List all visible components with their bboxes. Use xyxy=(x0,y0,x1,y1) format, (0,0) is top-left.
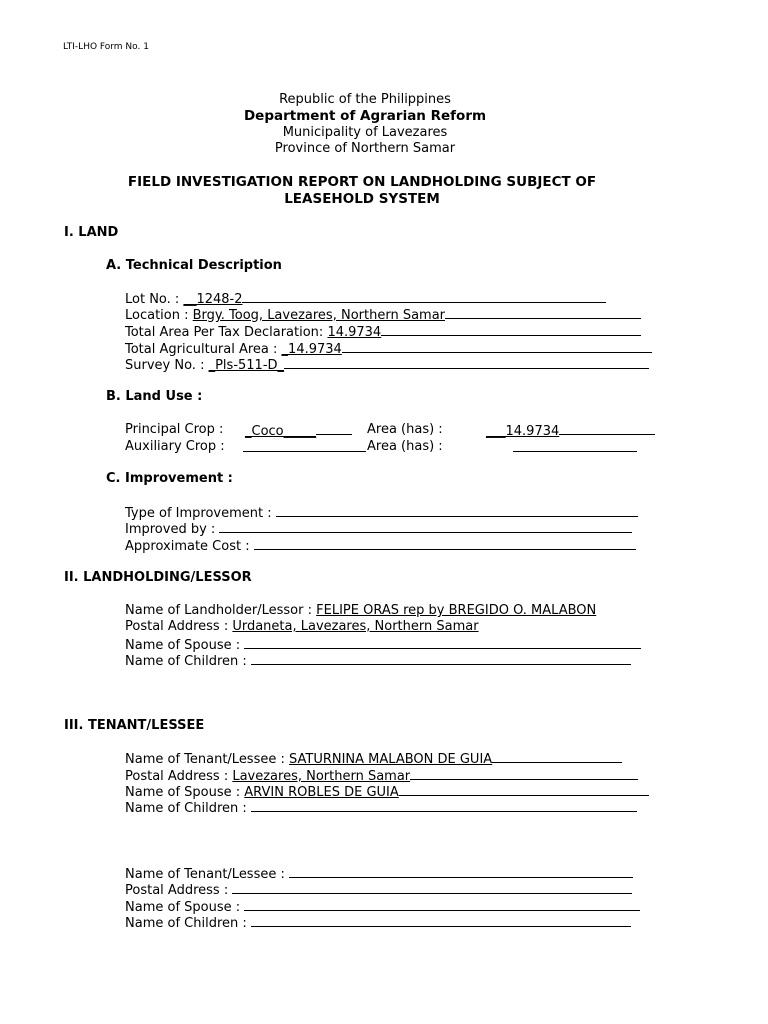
location-blank[interactable] xyxy=(445,306,641,319)
improvement-heading: C. Improvement : xyxy=(106,471,233,486)
section-landholding-heading: II. LANDHOLDING/LESSOR xyxy=(64,570,252,585)
approximate-cost-blank[interactable] xyxy=(254,537,636,550)
survey-no-label: Survey No. : xyxy=(125,358,209,373)
tenant1-children-blank[interactable] xyxy=(251,799,637,812)
tenant2-address-blank[interactable] xyxy=(232,881,632,894)
auxiliary-crop-field[interactable] xyxy=(243,439,366,456)
lot-no-blank[interactable] xyxy=(242,290,606,303)
survey-no-blank[interactable] xyxy=(284,356,649,369)
section-land-heading: I. LAND xyxy=(64,225,119,240)
tenant1-address-blank[interactable] xyxy=(410,767,638,780)
tenant2-children-label: Name of Children : xyxy=(125,916,251,931)
tenant1-address-label: Postal Address : xyxy=(125,769,233,784)
landholder-children-label: Name of Children : xyxy=(125,654,251,669)
tenant1-address-value[interactable]: Lavezares, Northern Samar xyxy=(232,769,411,784)
landholder-address-value[interactable]: Urdaneta, Lavezares, Northern Samar xyxy=(232,619,479,634)
landholder-children-row xyxy=(125,652,631,671)
survey-no-value[interactable]: _Pls-511-D_ xyxy=(208,358,285,373)
tenant1-spouse-value[interactable]: ARVIN ROBLES DE GUIA xyxy=(244,785,399,800)
principal-crop-blank xyxy=(316,422,352,435)
auxiliary-crop-blank xyxy=(243,439,366,452)
auxiliary-crop-label: Auxiliary Crop : xyxy=(125,439,225,454)
tenant2-spouse-label: Name of Spouse : xyxy=(125,900,245,915)
tax-area-label: Total Area Per Tax Declaration: xyxy=(125,325,328,340)
lot-no-label: Lot No. : xyxy=(125,292,184,307)
principal-area-label: Area (has) : xyxy=(367,422,443,437)
tenant1-spouse-blank[interactable] xyxy=(399,783,649,796)
improved-by-label: Improved by : xyxy=(125,522,220,537)
tenant2-children-row xyxy=(125,914,631,933)
header-republic: Republic of the Philippines xyxy=(279,92,451,107)
tenant1-children-label: Name of Children : xyxy=(125,801,251,816)
landholder-name-value[interactable]: FELIPE ORAS rep by BREGIDO O. MALABON xyxy=(316,603,597,618)
tenant2-address-row xyxy=(125,881,632,900)
tenant2-name-blank[interactable] xyxy=(289,865,633,878)
agri-area-value[interactable]: _14.9734 xyxy=(281,342,342,357)
auxiliary-area-blank xyxy=(513,439,637,452)
approximate-cost-label: Approximate Cost : xyxy=(125,539,254,554)
agri-area-blank[interactable] xyxy=(342,340,652,353)
tenant1-name-row xyxy=(125,750,622,769)
tenant1-name-blank[interactable] xyxy=(492,750,622,763)
improvement-type-blank[interactable] xyxy=(276,504,638,517)
tenant1-name-label: Name of Tenant/Lessee : xyxy=(125,752,289,767)
report-title-line2: LEASEHOLD SYSTEM xyxy=(284,191,440,207)
auxiliary-area-field[interactable] xyxy=(513,439,637,456)
principal-area-field[interactable] xyxy=(486,422,655,439)
principal-area-blank xyxy=(559,422,655,435)
tenant2-children-blank[interactable] xyxy=(251,914,631,927)
landholder-name-label: Name of Landholder/Lessor : xyxy=(125,603,317,618)
tenant2-name-label: Name of Tenant/Lessee : xyxy=(125,867,289,882)
landholder-children-blank[interactable] xyxy=(251,652,631,665)
header-municipality: Municipality of Lavezares xyxy=(282,125,448,140)
principal-crop-value: _Coco_____ xyxy=(245,424,317,439)
principal-crop-label: Principal Crop : xyxy=(125,422,224,437)
improved-by-row xyxy=(125,520,632,539)
report-title-line1: FIELD INVESTIGATION REPORT ON LANDHOLDING SUBJECT OF xyxy=(127,174,597,190)
landholder-name-row xyxy=(125,603,596,620)
lot-no-value[interactable]: __1248-2 xyxy=(183,292,243,307)
improved-by-blank[interactable] xyxy=(219,520,632,533)
tenant2-address-label: Postal Address : xyxy=(125,883,233,898)
location-value[interactable]: Brgy. Toog, Lavezares, Northern Samar xyxy=(192,308,446,323)
survey-no-row xyxy=(125,356,649,375)
landholder-address-label: Postal Address : xyxy=(125,619,233,634)
tenant1-name-value[interactable]: SATURNINA MALABON DE GUIA xyxy=(289,752,493,767)
technical-description-heading: A. Technical Description xyxy=(106,258,282,273)
location-row xyxy=(125,306,641,325)
agri-area-label: Total Agricultural Area : xyxy=(125,342,282,357)
form-number: LTI-LHO Form No. 1 xyxy=(63,42,149,52)
tax-area-value[interactable]: 14.9734 xyxy=(327,325,382,340)
land-use-heading: B. Land Use : xyxy=(106,389,203,404)
tenant2-spouse-blank[interactable] xyxy=(244,898,640,911)
section-tenant-heading: III. TENANT/LESSEE xyxy=(64,718,205,733)
header-department: Department of Agrarian Reform xyxy=(243,108,487,124)
principal-area-value: ___14.9734 xyxy=(486,424,560,439)
location-label: Location : xyxy=(125,308,193,323)
landholder-spouse-label: Name of Spouse : xyxy=(125,638,245,653)
improvement-type-label: Type of Improvement : xyxy=(125,506,276,521)
tenant1-children-row xyxy=(125,799,637,818)
principal-crop-field[interactable] xyxy=(245,422,352,439)
tax-area-blank[interactable] xyxy=(381,323,641,336)
landholder-spouse-blank[interactable] xyxy=(244,636,641,649)
approximate-cost-row xyxy=(125,537,636,556)
tax-area-row xyxy=(125,323,641,342)
landholder-address-row xyxy=(125,619,479,636)
auxiliary-area-label: Area (has) : xyxy=(367,439,443,454)
tenant1-spouse-label: Name of Spouse : xyxy=(125,785,245,800)
header-province: Province of Northern Samar xyxy=(274,141,456,156)
